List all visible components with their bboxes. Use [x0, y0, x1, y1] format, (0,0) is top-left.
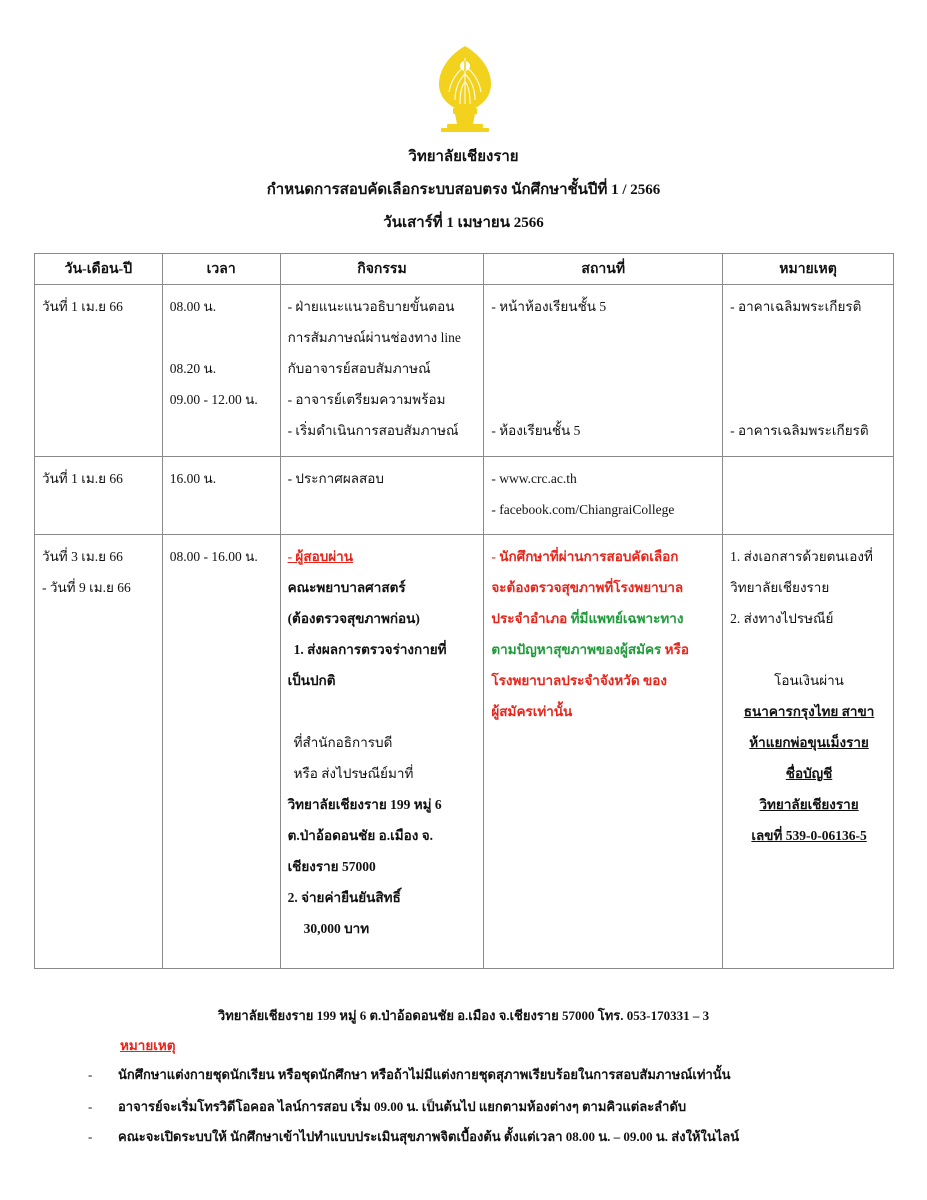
row3-date-end: - วันที่ 9 เม.ย 66 [42, 580, 131, 595]
row3-place-cell [484, 535, 723, 969]
college-name: วิทยาลัยเชียงราย [408, 149, 519, 165]
row3-account-name: วิทยาลัยเชียงราย [759, 797, 859, 812]
row3-date-start: วันที่ 3 เม.ย 66 [42, 549, 123, 564]
col-header-date: วัน-เดือน-ปี [35, 254, 163, 285]
row3-step1-line2: เป็นปกติ [287, 673, 336, 688]
row3-step2: 2. จ่ายค่ายืนยันสิทธิ์ [287, 890, 401, 905]
row3-place-4-green: ตามปัญหาสุขภาพของผู้สมัคร [491, 642, 665, 657]
row1-time-1: 08.00 น. [169, 299, 217, 314]
row3-remark-1: 1. ส่งเอกสารด้วยตนเองที่ [730, 549, 873, 564]
row3-place-4-red: หรือ [664, 642, 689, 657]
row3-remark-3: 2. ส่งทางไปรษณีย์ [730, 611, 834, 626]
row1-remark-1: - อาคาเฉลิมพระเกียรติ [730, 299, 862, 314]
row1-time-2: 08.20 น. [169, 361, 217, 376]
note-bullet: - [88, 1067, 93, 1082]
row1-place-cell [484, 285, 723, 457]
row1-remark-2: - อาคารเฉลิมพระเกียรติ [730, 423, 869, 438]
row2-date: วันที่ 1 เม.ย 66 [42, 471, 123, 486]
chiangrai-college-crest-icon [433, 44, 497, 134]
row3-faculty: คณะพยาบาลศาสตร์ [287, 580, 406, 595]
row3-place-6: ผู้สมัครเท่านั้น [491, 704, 573, 719]
row3-office: ที่สำนักอธิการบดี [293, 735, 393, 750]
row3-place-2: จะต้องตรวจสุขภาพที่โรงพยาบาล [491, 580, 684, 595]
row2-time: 16.00 น. [169, 471, 217, 486]
note-text: คณะจะเปิดระบบให้ นักศึกษาเข้าไปทำแบบประเมินสุขภาพจิตเบื้องต้น ตั้งแต่เวลา 08.00 น. – 09.00 น. ส่งให้ในไลน์ [118, 1129, 740, 1144]
row3-place-3-red: ประจำอำเภอ [491, 611, 571, 626]
row1-activity-1: - ฝ่ายแนะแนวอธิบายขั้นตอน [287, 299, 455, 314]
row3-transfer-label: โอนเงินผ่าน [774, 673, 844, 688]
exam-date: วันเสาร์ที่ 1 เมษายน 2566 [383, 215, 544, 231]
row1-activity-3: กับอาจารย์สอบสัมภาษณ์ [287, 361, 431, 376]
row3-time: 08.00 - 16.00 น. [169, 549, 258, 564]
row2-activity: - ประกาศผลสอบ [287, 471, 384, 486]
note-bullet: - [88, 1099, 93, 1114]
row3-bank-1: ธนาคารกรุงไทย สาขา [743, 704, 875, 719]
note-text: อาจารย์จะเริ่มโทรวิดีโอคอล ไลน์การสอบ เริ่ม 09.00 น. เป็นต้นไป แยกตามห้องต่างๆ ตามคิวแต่ละลำดับ [118, 1099, 687, 1114]
row1-time-cell [162, 285, 280, 457]
note-item [88, 1096, 686, 1117]
col-header-place: สถานที่ [484, 254, 723, 285]
row2-place-website: - www.crc.ac.th [491, 471, 577, 486]
table-row [35, 457, 894, 535]
row1-activity-5: - เริ่มดำเนินการสอบสัมภาษณ์ [287, 423, 459, 438]
row2-place-cell [484, 457, 723, 535]
note-item [88, 1064, 731, 1085]
row3-bank-2: ห้าแยกพ่อขุนเม็งราย [749, 735, 869, 750]
row3-account-number: เลขที่ 539-0-06136-5 [751, 828, 867, 843]
row3-address-1: วิทยาลัยเชียงราย 199 หมู่ 6 [287, 797, 442, 812]
row2-place-facebook: - facebook.com/ChiangraiCollege [491, 502, 675, 517]
footer-address: วิทยาลัยเชียงราย 199 หมู่ 6 ต.ป่าอ้อดอนชัย อ.เมือง จ.เชียงราย 57000 โทร. 053-170331 – 3 [217, 1008, 710, 1023]
schedule-table [34, 253, 894, 969]
row1-time-3: 09.00 - 12.00 น. [169, 392, 258, 407]
row3-address-2: ต.ป่าอ้อดอนชัย อ.เมือง จ. [287, 828, 433, 843]
row1-activity-2: การสัมภาษณ์ผ่านช่องทาง line [287, 330, 461, 345]
row2-remark-cell [723, 457, 894, 535]
schedule-title: กำหนดการสอบคัดเลือกระบบสอบตรง นักศึกษาชั้นปีที่ 1 / 2566 [266, 182, 661, 198]
row3-place-1: - นักศึกษาที่ผ่านการสอบคัดเลือก [491, 549, 679, 564]
row1-remark-cell [723, 285, 894, 457]
table-row [35, 285, 894, 457]
row3-place-3-green: ที่มีแพทย์เฉพาะทาง [570, 611, 684, 626]
row3-activity-cell [280, 535, 484, 969]
row2-time-cell [162, 457, 280, 535]
row1-date-cell [35, 285, 163, 457]
row3-amount: 30,000 บาท [303, 921, 370, 936]
note-bullet: - [88, 1129, 93, 1144]
row1-date: วันที่ 1 เม.ย 66 [42, 299, 123, 314]
col-header-time: เวลา [162, 254, 280, 285]
note-text: นักศึกษาแต่งกายชุดนักเรียน หรือชุดนักศึกษา หรือถ้าไม่มีแต่งกายชุดสุภาพเรียบร้อยในการสอบสัมภาษณ์เท่านั้น [118, 1067, 731, 1082]
row3-place-5: โรงพยาบาลประจำจังหวัด ของ [491, 673, 667, 688]
row3-time-cell [162, 535, 280, 969]
row3-remark-2: วิทยาลัยเชียงราย [730, 580, 830, 595]
row2-activity-cell [280, 457, 484, 535]
table-row [35, 535, 894, 969]
row2-date-cell [35, 457, 163, 535]
note-item [88, 1126, 739, 1147]
row3-health-check: (ต้องตรวจสุขภาพก่อน) [287, 611, 420, 626]
notes-heading: หมายเหตุ [120, 1038, 176, 1053]
row3-passed-label: - ผู้สอบผ่าน [287, 549, 353, 564]
row3-remark-cell [723, 535, 894, 969]
row3-address-3: เชียงราย 57000 [287, 859, 376, 874]
col-header-activity: กิจกรรม [280, 254, 484, 285]
row1-activity-cell [280, 285, 484, 457]
col-header-remark: หมายเหตุ [723, 254, 894, 285]
row3-mail: หรือ ส่งไปรษณีย์มาที่ [293, 766, 414, 781]
row1-activity-4: - อาจารย์เตรียมความพร้อม [287, 392, 446, 407]
row1-place-1: - หน้าห้องเรียนชั้น 5 [491, 299, 607, 314]
table-header-row [35, 254, 894, 285]
row3-account-label: ชื่อบัญชี [785, 766, 833, 781]
row3-step1-line1: 1. ส่งผลการตรวจร่างกายที่ [293, 642, 447, 657]
row1-place-2: - ห้องเรียนชั้น 5 [491, 423, 581, 438]
row3-date-cell [35, 535, 163, 969]
